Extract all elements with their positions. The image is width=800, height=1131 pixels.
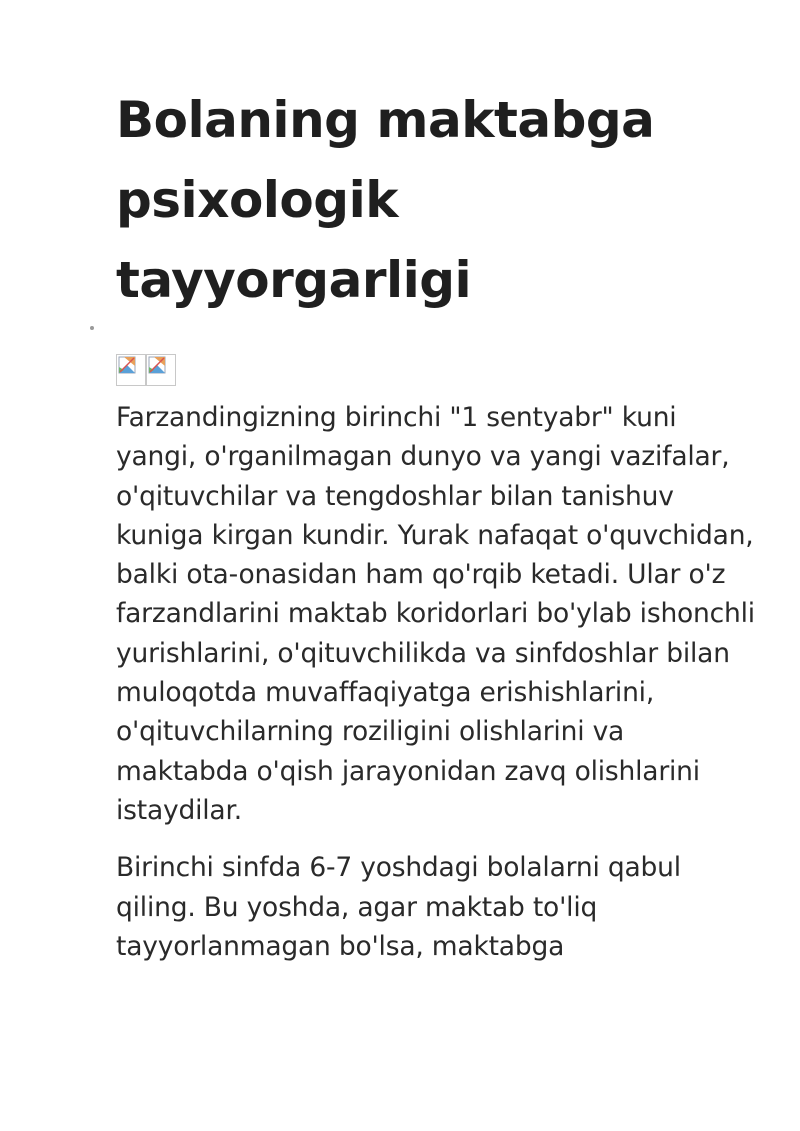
image-row xyxy=(116,354,176,386)
paragraph: Farzandingizning birinchi "1 sentyabr" kuni yangi, o'rganilmagan dunyo va yangi vazifalar, o'qituvchilar va tengdoshlar bilan tanishuv kuniga kirgan kundir. Yurak nafaqat o'quvchidan, balki ota-onasidan ham qo'rqib ketadi. Ular o'z farzandlarini maktab koridorlari bo'ylab ishonchli yurishlarini, o'qituvchilikda va sinfdoshlar bilan muloqotda muvaffaqiyatga erishishlarini, o'qituvchilarning roziligini olishlarini va maktabda o'qish jarayonidan zavq olishlarini istaydilar. xyxy=(116,402,755,826)
article-header xyxy=(116,80,756,320)
bullet-dot xyxy=(90,326,94,330)
article-body xyxy=(116,398,756,984)
paragraph: Birinchi sinfda 6-7 yoshdagi bolalarni qabul qiling. Bu yoshda, agar maktab to'liq tayyorlanmagan bo'lsa, maktabga xyxy=(116,852,681,962)
page-title: Bolaning maktabga psixologik tayyorgarligi xyxy=(116,91,655,309)
broken-image-icon xyxy=(146,354,176,386)
broken-image-icon xyxy=(116,354,146,386)
